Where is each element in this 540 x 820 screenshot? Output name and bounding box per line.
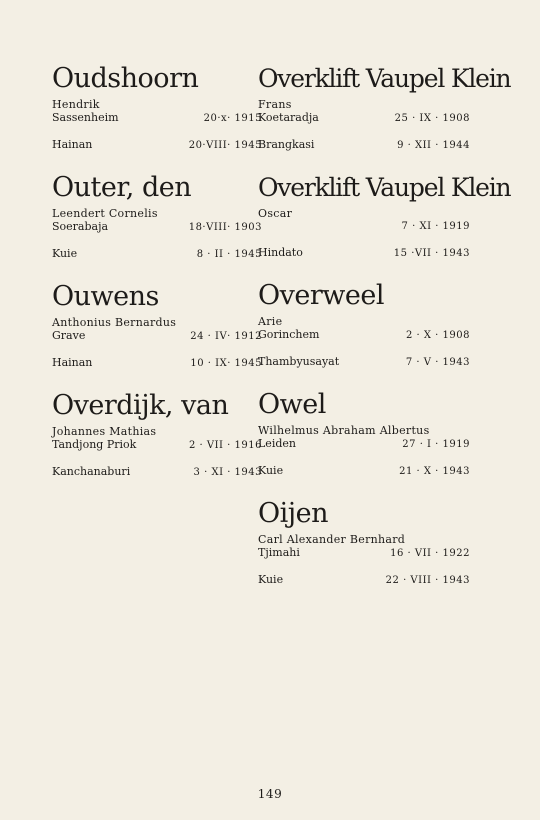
entry-overweel <box>258 279 470 370</box>
given-names: Arie <box>258 315 283 328</box>
birth-date: 7 · XI · 1919 <box>401 221 470 232</box>
death-place: Kuie <box>258 573 284 586</box>
entry-overklift-frans <box>258 62 511 153</box>
birth-place: Koetaradja <box>258 111 319 124</box>
death-row <box>52 356 262 371</box>
death-date: 21 · X · 1943 <box>399 466 470 477</box>
death-date: 10 · IX· 1945 <box>190 358 262 369</box>
given-names: Carl Alexander Bernhard <box>258 533 406 546</box>
birth-row <box>258 328 470 343</box>
death-place: Thambyusayat <box>258 355 340 368</box>
entry-owel <box>258 388 470 479</box>
death-date: 7 · V · 1943 <box>405 357 470 368</box>
birth-row <box>258 111 470 126</box>
death-date: 8 · II · 1945 <box>196 249 262 260</box>
given-names: Frans <box>258 98 292 111</box>
death-place: Hainan <box>52 138 93 151</box>
birth-date: 20·x· 1915 <box>203 113 262 124</box>
surname: Owel <box>258 389 326 420</box>
death-row <box>258 573 470 588</box>
birth-place: Grave <box>52 329 86 342</box>
surname: Oudshoorn <box>52 63 199 94</box>
birth-place: Sassenheim <box>52 111 119 124</box>
birth-row <box>52 220 262 235</box>
surname: Oijen <box>258 498 329 529</box>
birth-row <box>52 111 262 126</box>
entry-oudshoorn <box>52 62 262 153</box>
given-names: Oscar <box>258 207 293 220</box>
birth-date: 16 · VII · 1922 <box>390 548 470 559</box>
death-date: 3 · XI · 1943 <box>193 467 262 478</box>
birth-row <box>52 329 262 344</box>
death-date: 15 ·VII · 1943 <box>393 248 470 259</box>
entry-oijen <box>258 497 470 588</box>
birth-date: 2 · VII · 1916 <box>188 440 262 451</box>
left-column <box>52 62 262 480</box>
birth-date: 2 · X · 1908 <box>405 330 470 341</box>
death-date: 22 · VIII · 1943 <box>385 575 470 586</box>
surname: Overklift Vaupel Klein <box>258 64 511 93</box>
birth-place: Leiden <box>258 437 296 450</box>
death-place: Brangkasi <box>258 138 315 151</box>
given-names: Leendert Cornelis <box>52 207 158 220</box>
death-place: Kuie <box>52 247 78 260</box>
surname: Overklift Vaupel Klein <box>258 173 511 202</box>
birth-row <box>258 220 470 234</box>
birth-date: 24 · IV· 1912 <box>190 331 262 342</box>
death-place: Hindato <box>258 246 303 259</box>
surname: Overweel <box>258 280 384 311</box>
entry-ouwens <box>52 280 262 371</box>
given-names: Hendrik <box>52 98 100 111</box>
entry-outer <box>52 171 262 262</box>
page-number: 149 <box>257 787 283 801</box>
entry-overklift-oscar <box>258 171 511 261</box>
death-row <box>258 138 470 153</box>
death-place: Kuie <box>258 464 284 477</box>
entry-overdijk <box>52 389 262 480</box>
death-row <box>258 464 470 479</box>
birth-place: Gorinchem <box>258 328 320 341</box>
given-names: Johannes Mathias <box>52 425 157 438</box>
birth-date: 27 · I · 1919 <box>402 439 470 450</box>
death-row <box>52 465 262 480</box>
right-column <box>258 62 511 588</box>
birth-place: Tandjong Priok <box>52 438 137 451</box>
death-place: Kanchanaburi <box>52 465 131 478</box>
birth-place: Tjimahi <box>258 546 300 559</box>
birth-date: 25 · IX · 1908 <box>394 113 470 124</box>
birth-row <box>258 437 470 452</box>
death-place: Hainan <box>52 356 93 369</box>
death-row <box>52 247 262 262</box>
birth-date: 18·VIII· 1903 <box>188 222 262 233</box>
surname: Ouwens <box>52 281 159 312</box>
death-date: 20·VIII· 1945 <box>188 140 262 151</box>
death-row <box>258 246 470 261</box>
birth-place: Soerabaja <box>52 220 109 233</box>
given-names: Wilhelmus Abraham Albertus <box>258 424 430 437</box>
death-date: 9 · XII · 1944 <box>397 140 470 151</box>
death-row <box>52 138 262 153</box>
surname: Overdijk, van <box>52 390 229 421</box>
surname: Outer, den <box>52 172 192 203</box>
death-row <box>258 355 470 370</box>
birth-row <box>52 438 262 453</box>
birth-row <box>258 546 470 561</box>
given-names: Anthonius Bernardus <box>52 316 177 329</box>
